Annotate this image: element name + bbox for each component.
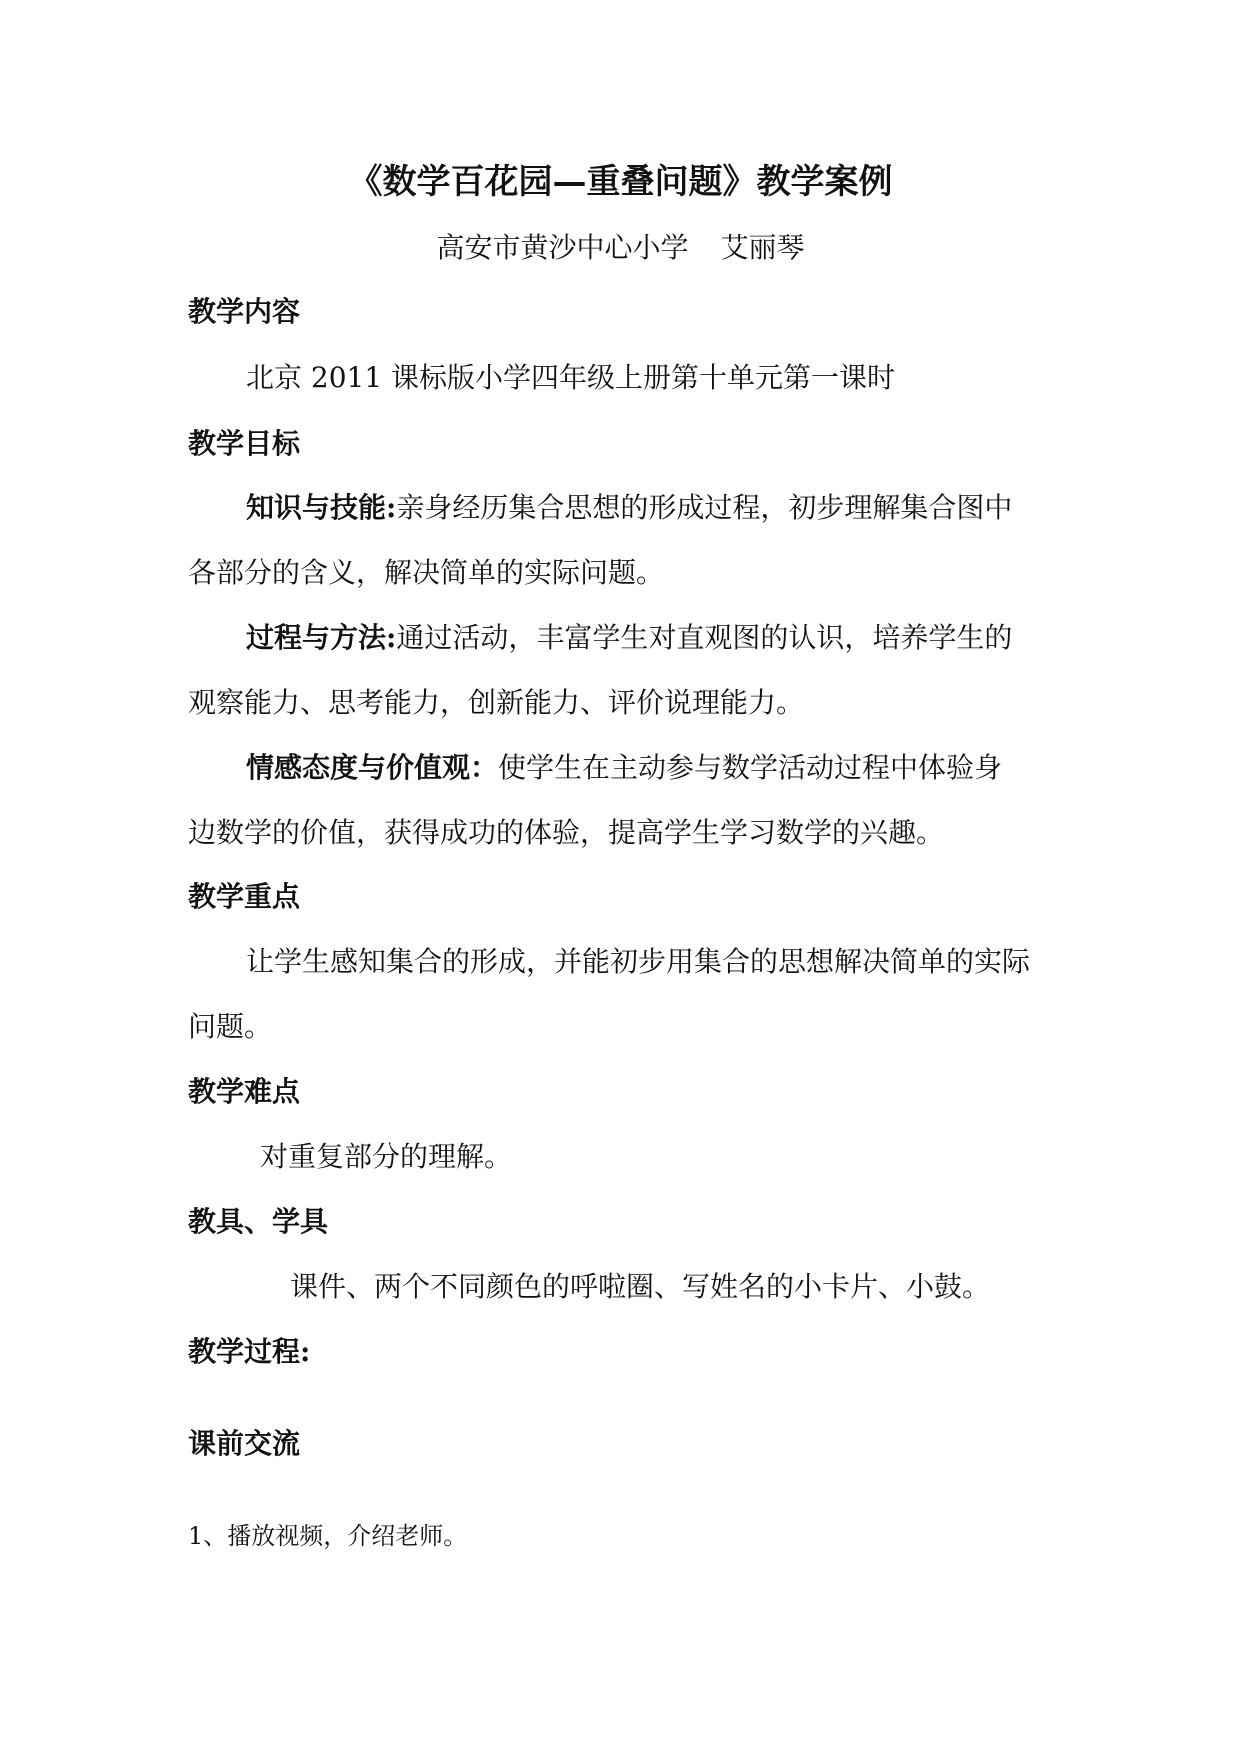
document-title: 《数学百花园—重叠问题》教学案例: [348, 162, 893, 202]
author-name: 艾丽琴: [720, 231, 805, 264]
author-line: [0, 228, 1241, 268]
tools-text: 课件、两个不同颜色的呼啦圈、写姓名的小卡片、小鼓。: [290, 1270, 991, 1303]
key-points-line2: 问题。: [188, 1010, 273, 1043]
heading-difficulty: 教学难点: [188, 1075, 301, 1108]
key-points-line1: 让学生感知集合的形成，并能初步用集合的思想解决简单的实际: [246, 945, 1031, 978]
pre-class-item-1: 1、播放视频，介绍老师。: [188, 1522, 468, 1550]
goal-process-line1: 过程与方法:通过活动，丰富学生对直观图的认识，培养学生的: [246, 621, 1013, 654]
goal-emotion-label: 情感态度与价值观：: [246, 751, 499, 784]
heading-teaching-goals: 教学目标: [188, 427, 301, 460]
teaching-content-text: 北京 2011 课标版小学四年级上册第十单元第一课时: [246, 361, 896, 394]
heading-tools: 教具、学具: [188, 1205, 329, 1238]
heading-key-points: 教学重点: [188, 880, 301, 913]
goal-knowledge-line2: 各部分的含义，解决简单的实际问题。: [188, 556, 665, 589]
author-school: 高安市黄沙中心小学: [436, 231, 689, 264]
goal-process-label: 过程与方法:: [246, 621, 397, 654]
heading-procedure: 教学过程:: [188, 1335, 311, 1368]
heading-teaching-content: 教学内容: [188, 295, 301, 328]
goal-emotion-line2: 边数学的价值，获得成功的体验，提高学生学习数学的兴趣。: [188, 816, 945, 849]
goal-knowledge-line1: 知识与技能:亲身经历集合思想的形成过程，初步理解集合图中: [246, 491, 1013, 524]
goal-process-line2: 观察能力、思考能力，创新能力、评价说理能力。: [188, 686, 805, 719]
goal-emotion-line1: 情感态度与价值观：使学生在主动参与数学活动过程中体验身: [246, 751, 1003, 784]
goal-knowledge-label: 知识与技能:: [246, 491, 397, 524]
heading-pre-class: 课前交流: [188, 1427, 301, 1460]
difficulty-text: 对重复部分的理解。: [260, 1140, 513, 1173]
